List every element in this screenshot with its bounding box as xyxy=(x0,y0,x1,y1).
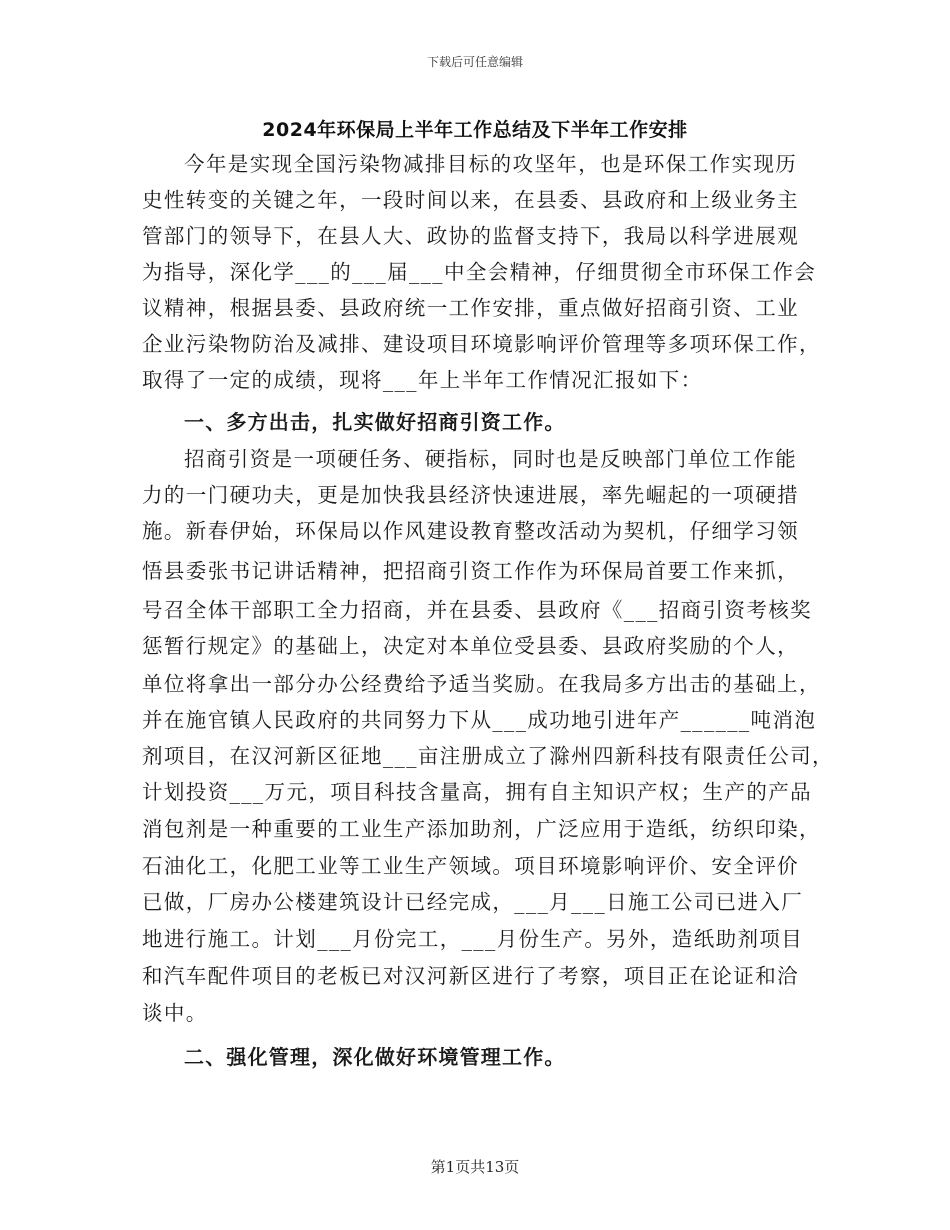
paragraph-line: 悟县委张书记讲话精神，把招商引资工作作为环保局首要工作来抓， xyxy=(142,559,799,583)
paragraph-line: 施。新春伊始，环保局以作风建设教育整改活动为契机，仔细学习领 xyxy=(142,519,799,543)
paragraph-line: 今年是实现全国污染物减排目标的攻坚年，也是环保工作实现历 xyxy=(184,152,798,176)
paragraph-line: 取得了一定的成绩，现将___年上半年工作情况汇报如下： xyxy=(142,368,703,392)
paragraph-line: 议精神，根据县委、县政府统一工作安排，重点做好招商引资、工业 xyxy=(142,296,799,320)
paragraph-line: 并在施官镇人民政府的共同努力下从___成功地引进年产______吨消泡 xyxy=(142,708,817,732)
paragraph-line: 管部门的领导下，在县人大、政协的监督支持下，我局以科学进展观 xyxy=(142,224,799,248)
paragraph-line: 谈中。 xyxy=(142,1001,208,1025)
section-heading-1: 一、多方出击，扎实做好招商引资工作。 xyxy=(184,410,566,434)
paragraph-line: 为指导，深化学___的___届___中全会精神，仔细贯彻全市环保工作会 xyxy=(142,260,817,284)
paragraph-line: 剂项目，在汉河新区征地___亩注册成立了滁州四新科技有限责任公司， xyxy=(142,744,834,768)
paragraph-line: 消包剂是一种重要的工业生产添加助剂，广泛应用于造纸，纺织印染， xyxy=(142,817,821,841)
paragraph-line: 惩暂行规定》的基础上，决定对本单位受县委、县政府奖励的个人， xyxy=(142,634,799,658)
page-header-note: 下载后可任意编辑 xyxy=(426,55,523,69)
paragraph-line: 力的一门硬功夫，更是加快我县经济快速进展，率先崛起的一项硬措 xyxy=(142,483,799,507)
section-heading-2: 二、强化管理，深化做好环境管理工作。 xyxy=(184,1045,566,1069)
page-number: 第1页共13页 xyxy=(430,1158,520,1176)
paragraph-line: 石油化工，化肥工业等工业生产领域。项目环境影响评价、安全评价 xyxy=(142,854,799,878)
paragraph-line: 招商引资是一项硬任务、硬指标，同时也是反映部门单位工作能 xyxy=(184,447,798,471)
paragraph-line: 地进行施工。计划___月份完工，___月份生产。另外，造纸助剂项目 xyxy=(142,927,804,951)
document-title: 2024年环保局上半年工作总结及下半年工作安排 xyxy=(262,119,688,141)
paragraph-line: 计划投资___万元，项目科技含量高，拥有自主知识产权；生产的产品 xyxy=(142,780,813,804)
paragraph-line: 和汽车配件项目的老板已对汉河新区进行了考察，项目正在论证和洽 xyxy=(142,964,799,988)
paragraph-line: 号召全体干部职工全力招商，并在县委、县政府《___招商引资考核奖 xyxy=(142,598,813,622)
paragraph-line: 史性转变的关键之年，一段时间以来，在县委、县政府和上级业务主 xyxy=(142,188,799,212)
paragraph-line: 已做，厂房办公楼建筑设计已经完成，___月___日施工公司已进入厂 xyxy=(142,890,804,914)
paragraph-line: 单位将拿出一部分办公经费给予适当奖励。在我局多方出击的基础上， xyxy=(142,672,821,696)
paragraph-line: 企业污染物防治及减排、建设项目环境影响评价管理等多项环保工作， xyxy=(142,332,821,356)
